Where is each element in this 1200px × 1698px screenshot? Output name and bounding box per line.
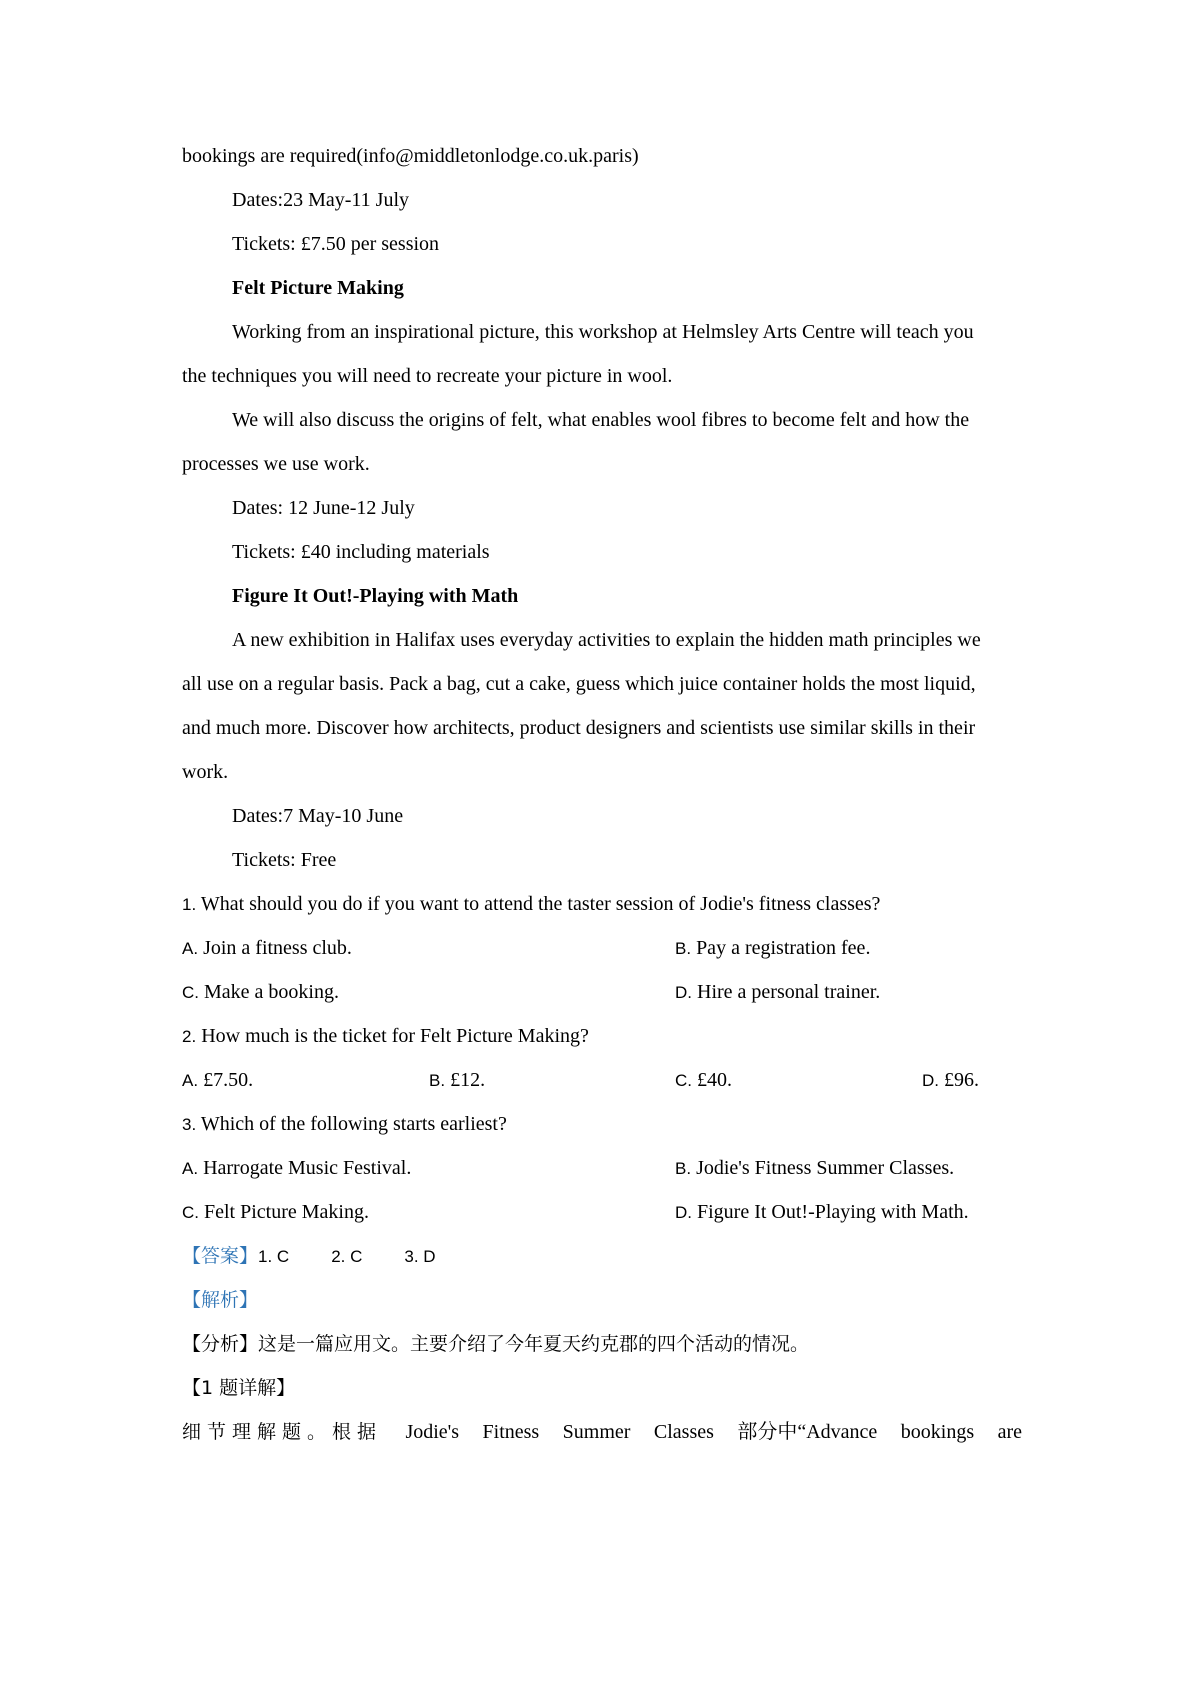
figure-heading: Figure It Out!-Playing with Math [232, 585, 519, 607]
detail-word: bookings [900, 1421, 975, 1443]
option-d [922, 1068, 979, 1093]
answer-item: 1. C [258, 1247, 290, 1266]
figure-paragraph-line: A new exhibition in Halifax uses everyday activities to explain the hidden math principles we [232, 629, 981, 651]
option-letter: D. [922, 1071, 939, 1090]
felt-paragraph-line: We will also discuss the origins of felt, what enables wool fibres to become felt and how the [232, 409, 970, 431]
option-c [675, 1068, 732, 1093]
option-b [675, 936, 870, 961]
option-b [429, 1068, 485, 1093]
question-number: 2. [182, 1027, 197, 1046]
option-c [182, 1200, 369, 1225]
felt-paragraph-line: processes we use work. [182, 453, 370, 475]
jodie-tickets: Tickets: £7.50 per session [232, 233, 440, 255]
option-text: Harrogate Music Festival. [203, 1157, 412, 1179]
felt-paragraph-line: Working from an inspirational picture, this workshop at Helmsley Arts Centre will teach you [232, 321, 974, 343]
option-letter: B. [675, 939, 692, 958]
option-letter: C. [675, 1071, 692, 1090]
detail-word: are [997, 1421, 1022, 1443]
felt-heading: Felt Picture Making [232, 277, 404, 299]
answer-label: 【答案】 [182, 1245, 259, 1267]
option-a [182, 1156, 411, 1181]
figure-tickets: Tickets: Free [232, 849, 337, 871]
analysis-fenxi: 【分析】这是一篇应用文。主要介绍了今年夏天约克郡的四个活动的情况。 [182, 1333, 810, 1355]
option-a [182, 1068, 253, 1093]
option-d [675, 980, 880, 1005]
question-3 [182, 1112, 507, 1137]
jodie-dates: Dates:23 May-11 July [232, 189, 410, 211]
question-number: 1. [182, 895, 197, 914]
option-letter: B. [675, 1159, 692, 1178]
option-text: Pay a registration fee. [696, 937, 871, 959]
question-2 [182, 1024, 589, 1049]
answer-item: 3. D [404, 1247, 436, 1266]
option-b [675, 1156, 954, 1181]
option-letter: C. [182, 1203, 199, 1222]
detail-word: Summer [562, 1421, 631, 1443]
question-1 [182, 892, 880, 917]
figure-dates: Dates:7 May-10 June [232, 805, 404, 827]
felt-paragraph-line: the techniques you will need to recreate your picture in wool. [182, 365, 673, 387]
option-a [182, 936, 352, 961]
detail-word: Jodie's [405, 1421, 460, 1443]
option-text: Felt Picture Making. [204, 1201, 369, 1223]
option-d [675, 1200, 969, 1225]
option-letter: D. [675, 1203, 692, 1222]
answer-line [182, 1244, 436, 1269]
option-c [182, 980, 339, 1005]
option-letter: A. [182, 1159, 199, 1178]
option-text: Jodie's Fitness Summer Classes. [696, 1157, 955, 1179]
passage-line: bookings are required(info@middletonlodge.co.uk.paris) [182, 145, 639, 167]
question-text: What should you do if you want to attend the taster session of Jodie's fitness classes? [200, 893, 881, 915]
option-letter: A. [182, 939, 199, 958]
question-text: How much is the ticket for Felt Picture Making? [201, 1025, 589, 1047]
q1-detail-line [182, 1420, 1022, 1444]
detail-word: 细节理解题。根据 [182, 1421, 383, 1443]
figure-paragraph-line: and much more. Discover how architects, product designers and scientists use similar skills in their [182, 717, 976, 739]
option-letter: C. [182, 983, 199, 1002]
figure-paragraph-line: work. [182, 761, 229, 783]
figure-paragraph-line: all use on a regular basis. Pack a bag, cut a cake, guess which juice container holds the most liquid, [182, 673, 976, 695]
option-text: £96. [944, 1069, 979, 1091]
option-text: Join a fitness club. [203, 937, 352, 959]
felt-dates: Dates: 12 June-12 July [232, 497, 415, 519]
detail-word: Fitness [482, 1421, 540, 1443]
analysis-label: 【解析】 [182, 1289, 259, 1311]
option-text: Hire a personal trainer. [697, 981, 881, 1003]
option-letter: B. [429, 1071, 446, 1090]
option-text: Make a booking. [204, 981, 339, 1003]
option-letter: D. [675, 983, 692, 1002]
question-text: Which of the following starts earliest? [200, 1113, 507, 1135]
answer-item: 2. C [331, 1247, 363, 1266]
option-text: Figure It Out!-Playing with Math. [697, 1201, 969, 1223]
q1-detail-label: 【1 题详解】 [182, 1377, 296, 1399]
detail-word: 部分中“Advance [737, 1421, 878, 1443]
question-number: 3. [182, 1115, 197, 1134]
felt-tickets: Tickets: £40 including materials [232, 541, 490, 563]
detail-word: Classes [653, 1421, 714, 1443]
option-text: £7.50. [203, 1069, 254, 1091]
option-text: £40. [697, 1069, 732, 1091]
option-text: £12. [450, 1069, 486, 1091]
option-letter: A. [182, 1071, 199, 1090]
